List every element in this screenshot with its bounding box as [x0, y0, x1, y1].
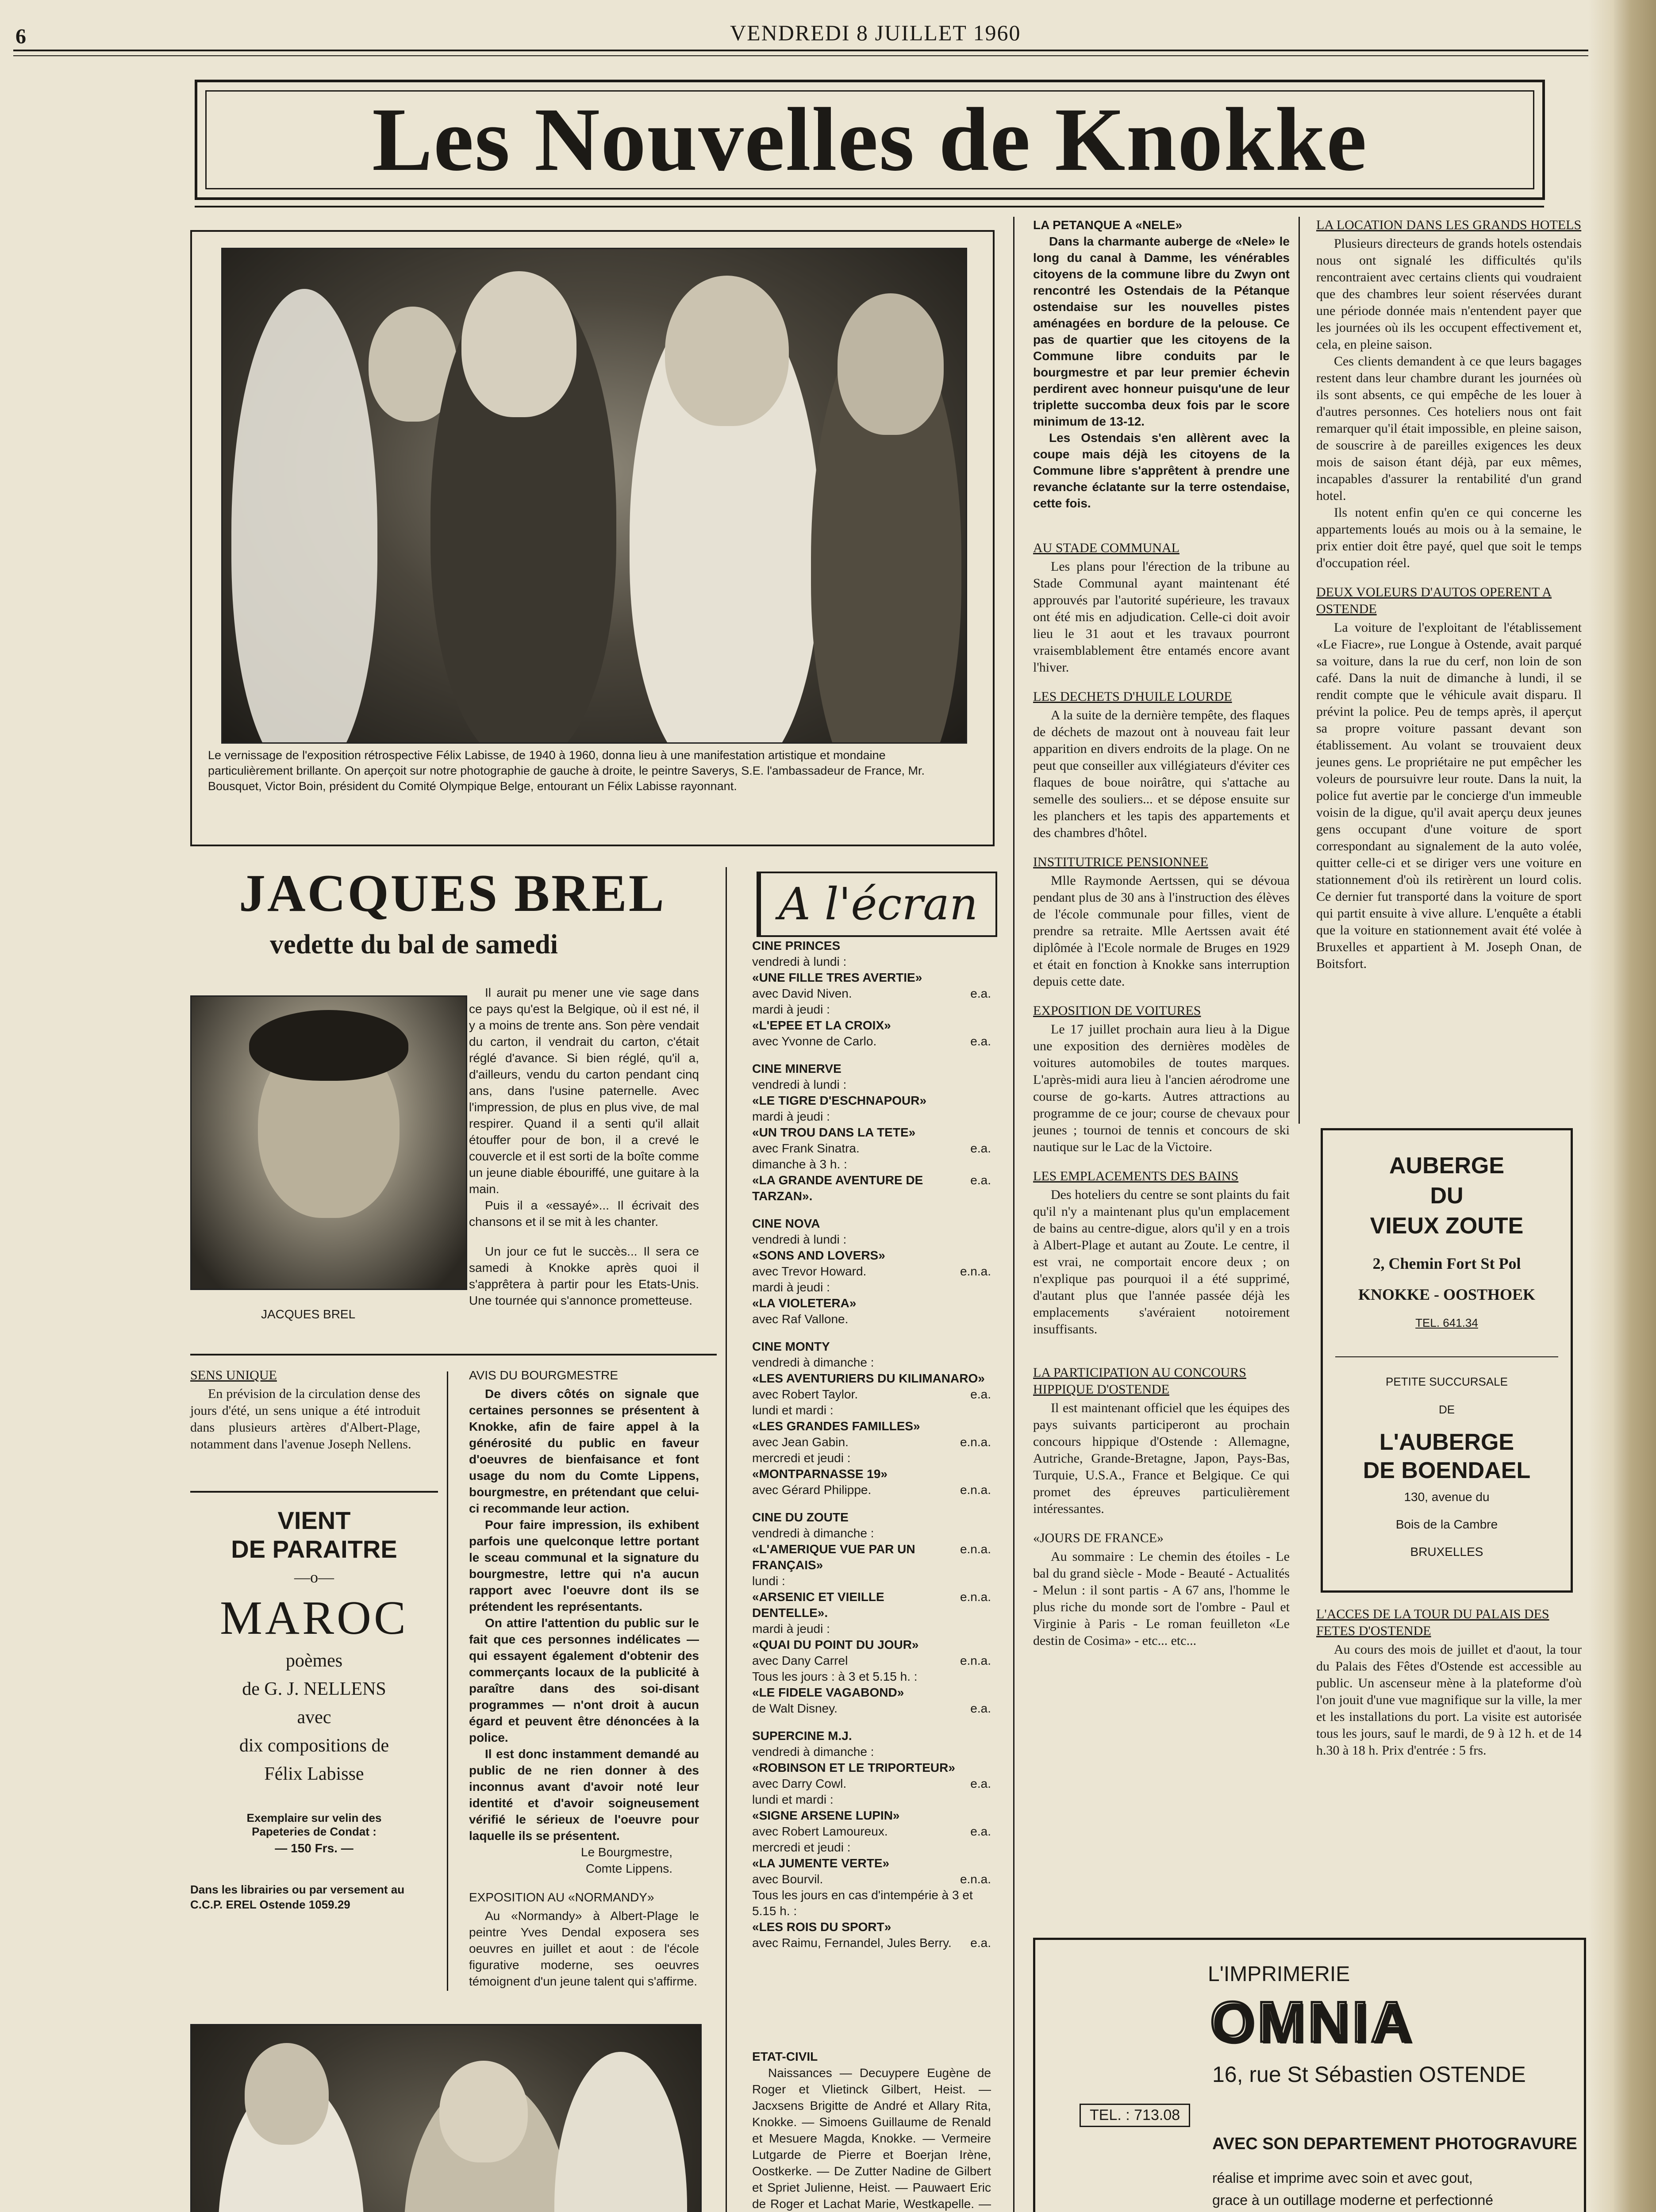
maroc-ad-line1: VIENT: [277, 1506, 351, 1534]
listing-text: «LA GRANDE AVENTURE DE TARZAN».: [752, 1173, 923, 1203]
auberge-branch-address: 130, avenue du: [1404, 1490, 1490, 1504]
cinema-listing-line: [752, 1855, 991, 1871]
cinema-listing-line: [752, 1311, 991, 1327]
listing-rating: e.a.: [970, 1824, 991, 1838]
cinema-name: SUPERCINE M.J.: [752, 1729, 852, 1743]
maroc-ad-offer: Exemplaire sur velin des: [246, 1811, 382, 1824]
cinema-listing-line: [752, 1248, 991, 1263]
listing-text: «MONTPARNASSE 19»: [752, 1467, 888, 1481]
auberge-branch-label: DE: [1438, 1403, 1455, 1416]
cinema-listing-line: [752, 1525, 991, 1541]
dechets-text: A la suite de la dernière tempête, des flaques de déchets de mazout ont à nouveau fait leur apparition en divers endroits de la plage. On ne peut que conseiller aux villégiateurs d'éviter ces flaques de boue noirâtre, qui s'attache au semelle des souliers... et se dépose ensuite sur les planchers et les tapis des appartements et des chambres d'hôtel.: [1033, 708, 1290, 840]
cinema-listing-line: [752, 1295, 991, 1311]
listing-rating: e.a.: [970, 987, 991, 1000]
cinema-listing-line: [752, 1386, 991, 1402]
cinema-listing-line: [752, 1156, 991, 1172]
ecran-banner: A l'écran: [757, 872, 997, 937]
maroc-ad-offer: Papeteries de Condat :: [252, 1825, 377, 1838]
page-fold-shadow: [1588, 0, 1614, 2212]
cinema-listing-line: [752, 1263, 991, 1279]
col4-articles: [1316, 217, 1582, 972]
listing-text: avec David Niven.: [752, 987, 852, 1000]
cinema-listing-line: [752, 1466, 991, 1482]
maroc-ad-footer: Dans les librairies ou par versement au C.C.P. EREL Ostende 1059.29: [190, 1883, 405, 1911]
acces-head: L'ACCES DE LA TOUR DU PALAIS DES FETES D'OSTENDE: [1316, 1607, 1549, 1638]
omnia-intro: L'IMPRIMERIE: [1208, 1962, 1350, 1986]
voitures-head: EXPOSITION DE VOITURES: [1033, 1003, 1201, 1018]
listing-text: avec Raimu, Fernandel, Jules Berry.: [752, 1936, 952, 1950]
jours-de-france-text: Au sommaire : Le chemin des étoiles - Le bal du grand siècle - Mode - Beauté - Actualités - Melun : il sont partis - A 67 ans, l'homme le plus riche du monde sort de l'ombre - Paul et Virginie à Paris - Le roman feuilleton «Le destin de Cosima» - etc... etc...: [1033, 1549, 1290, 1648]
listing-text: «ARSENIC ET VIEILLE DENTELLE».: [752, 1590, 884, 1620]
omnia-phone: TEL. : 713.08: [1080, 2104, 1190, 2127]
stade-head: AU STADE COMMUNAL: [1033, 541, 1180, 555]
section-rule: [190, 1354, 717, 1356]
listing-text: «UN TROU DANS LA TETE»: [752, 1125, 916, 1139]
masthead-box: [195, 80, 1545, 200]
omnia-department: AVEC SON DEPARTEMENT PHOTOGRAVURE: [1212, 2135, 1577, 2153]
maroc-ad-title: MAROC: [219, 1592, 409, 1644]
auberge-address: 2, Chemin Fort St Pol: [1372, 1255, 1521, 1272]
location-paragraph: Ces clients demandent à ce que leurs bagages restent dans leur chambre durant les journées où ils sont absents, ce qui empêche de les louer à d'autres personnes. Ces hoteliers nous ont fait remarquer qu'il était impossible, en pleine saison, de souscrire à de pareilles exigences les deux mois de saison étant déjà, par eux mêmes, incapables d'assurer la rentabilité d'un grand hotel.: [1316, 354, 1582, 503]
bains-text: Des hoteliers du centre se sont plaints du fait qu'il n'y a maintenant plus qu'un emplacement de bains au centre-digue, alors qu'il y en a trois à Albert-Plage et autant au Zoute. Le centre, il est vrai, ne comportait encore deux ; on n'explique pas pourquoi il a été supprimé, d'autant plus que l'année passée déjà les emplacements s'avéraient notoirement insuffisants.: [1033, 1187, 1290, 1336]
sens-unique-article: [190, 1367, 420, 1453]
listing-text: «L'EPEE ET LA CROIX»: [752, 1018, 891, 1032]
cinema-listing-line: [752, 1776, 991, 1792]
maroc-ad: [190, 1491, 438, 1997]
avis-paragraph: Il est donc instamment demandé au public de ne rien donner à des inconnus avant d'avoir noté leur identité et d'avoir soigneusement vérifié le sérieux de l'oeuvre pour laquelle ils se présentent.: [469, 1747, 699, 1843]
listing-text: mardi à jeudi :: [752, 1002, 830, 1016]
header-rule: [13, 50, 1588, 51]
cinema-listing-line: [752, 1919, 991, 1935]
listing-rating: e.n.a.: [960, 1435, 991, 1449]
cinema-listing-line: [752, 1450, 991, 1466]
col3-articles: [1033, 540, 1290, 1649]
acces-text: Au cours des mois de juillet et d'aout, la tour du Palais des Fêtes d'Ostende est accessible au public. Un ascenseur mène à la plateforme d'où l'on jouit d'une vue magnifique sur la ville, la mer et les installations du port. La visite est autorisée tous les jours, sauf le mardi, de 9 à 12 h. et de 14 h.30 à 18 h. Prix d'entrée : 5 frs.: [1316, 1642, 1582, 1758]
column-rule: [1013, 217, 1014, 2212]
listing-rating: e.n.a.: [960, 1872, 991, 1886]
listing-text: avec Trevor Howard.: [752, 1264, 867, 1278]
voitures-text: Le 17 juillet prochain aura lieu à la Digue une exposition des dernières modèles de voitures automobiles de toutes marques. L'après-midi aura lieu à l'ancien aérodrome une course de go-karts. Autres attractions au programme de ce jour; course de chevaux pour jeunes ; tournoi de tennis et concours de ski nautique sur le Lac de la Victoire.: [1033, 1022, 1290, 1154]
listing-text: mardi à jeudi :: [752, 1110, 830, 1123]
date-line: VENDREDI 8 JUILLET 1960: [730, 20, 1021, 45]
avis-sign: Le Bourgmestre,: [581, 1845, 672, 1859]
bains-head: LES EMPLACEMENTS DES BAINS: [1033, 1169, 1239, 1183]
listing-text: lundi et mardi :: [752, 1403, 834, 1417]
listing-rating: e.n.a.: [960, 1483, 991, 1497]
listing-text: «SIGNE ARSENE LUPIN»: [752, 1809, 900, 1822]
listing-text: avec Gérard Philippe.: [752, 1483, 872, 1497]
page-number: 6: [15, 25, 26, 48]
maroc-ad-author: de G. J. NELLENS: [242, 1679, 386, 1699]
auberge-city: KNOKKE - OOSTHOEK: [1358, 1286, 1536, 1303]
listing-text: «LES GRANDES FAMILLES»: [752, 1419, 920, 1433]
cinema-listing-line: [752, 1018, 991, 1033]
listing-text: «LE TIGRE D'ESCHNAPOUR»: [752, 1094, 927, 1107]
avis-paragraph: On attire l'attention du public sur le fait que ces personnes indélicates — qui essayent également d'obtenir des commerçants locaux de la publicité à paraître dans des soi-disant programmes — n'ont droit à aucun égard et peuvent être dénoncées à la police.: [469, 1616, 699, 1744]
dechets-head: LES DECHETS D'HUILE LOURDE: [1033, 689, 1232, 704]
cinema-listing-line: [752, 1033, 991, 1049]
listing-text: «LES ROIS DU SPORT»: [752, 1920, 891, 1934]
listing-text: avec Raf Vallone.: [752, 1312, 849, 1326]
listing-rating: e.a.: [970, 1701, 991, 1715]
cinema-listing-line: [752, 1824, 991, 1839]
listing-text: mercredi et jeudi :: [752, 1451, 851, 1465]
cinema-listing-line: [752, 1653, 991, 1669]
avis-bourgmestre-article: [469, 1367, 699, 1989]
cinema-listing-line: [752, 1792, 991, 1808]
cinema-listing-line: [752, 1760, 991, 1776]
top-photo-caption: Le vernissage de l'exposition rétrospective Félix Labisse, de 1940 à 1960, donna lieu à une manifestation artistique et mondaine particulièrement brillante. On aperçoit sur notre photographie de gauche à droite, le peintre Saverys, S.E. l'ambassadeur de France, Mr. Bousquet, Victor Boin, président du Comité Olympique Belge, entourant un Félix Labisse rayonnant.: [208, 749, 925, 793]
institutrice-text: Mlle Raymonde Aertssen, qui se dévoua pendant plus de 30 ans à l'instruction des élèves de l'école communale pour filles, vient de prendre sa retraite. Mlle Aertssen avait été diplômée à l'Ecole normale de Bruges en 1929 et était en fonction à Knokke sans interruption depuis cette date.: [1033, 873, 1290, 989]
cinema-listing-line: [752, 954, 991, 970]
top-photo: [221, 248, 967, 744]
listing-text: mardi à jeudi :: [752, 1280, 830, 1294]
hippique-text: Il est maintenant officiel que les équipes des pays suivants participeront au prochain concours hippique d'Ostende : Allemagne, Autriche, Grande-Bretagne, Japon, Pays-Bas, Turquie, U.S.A., France et Belgique. Ce qui promet des épreuves particulièrement intéressantes.: [1033, 1401, 1290, 1516]
hippique-head: LA PARTICIPATION AU CONCOURS HIPPIQUE D'OSTENDE: [1033, 1365, 1246, 1397]
listing-rating: e.n.a.: [960, 1590, 991, 1604]
location-head: LA LOCATION DANS LES GRANDS HOTELS: [1316, 218, 1582, 232]
column-rule: [447, 1371, 448, 1991]
cinema-listing-line: [752, 1808, 991, 1824]
listing-text: avec Dany Carrel: [752, 1654, 848, 1667]
listing-rating: e.a.: [970, 1141, 991, 1155]
masthead-rule: [195, 206, 1544, 207]
institutrice-head: INSTITUTRICE PENSIONNEE: [1033, 855, 1208, 869]
omnia-text: grace à un outillage moderne et perfectionné: [1212, 2192, 1494, 2208]
header-rule-thin: [13, 55, 1588, 56]
normandy-text: Au «Normandy» à Albert-Plage le peintre Yves Dendal exposera ses oeuvres en juillet et aout : de l'école figurative moderne, ses oeuvres témoignent d'un jeune talent qui s'affirme.: [469, 1909, 699, 1988]
jours-de-france-head: «JOURS DE FRANCE»: [1033, 1531, 1164, 1545]
listing-text: avec Yvonne de Carlo.: [752, 1034, 877, 1048]
auberge-branch-name: DE BOENDAEL: [1363, 1458, 1531, 1483]
stade-text: Les plans pour l'érection de la tribune au Stade Communal ayant maintenant été approuvés par l'autorité supérieure, les travaux ont été mis en adjudication. Celle-ci doit avoir lieu le 31 aout et les travaux pourront vraisemblablement être entamés encore avant l'hiver.: [1033, 559, 1290, 675]
omnia-logo: OMNIA: [1210, 1989, 1415, 2054]
brel-subtitle: vedette du bal de samedi: [270, 929, 558, 960]
listing-text: de Walt Disney.: [752, 1701, 838, 1715]
brel-photo: [190, 995, 467, 1290]
cinema-listing-line: [752, 1093, 991, 1109]
listing-text: lundi :: [752, 1574, 785, 1588]
maroc-ad-text: dix compositions de: [239, 1736, 389, 1756]
cinema-listing-line: [752, 1621, 991, 1637]
voleurs-head: DEUX VOLEURS D'AUTOS OPERENT A OSTENDE: [1316, 585, 1552, 616]
avis-head: AVIS DU BOURGMESTRE: [469, 1368, 619, 1382]
cinema-listing-line: [752, 1232, 991, 1248]
listing-rating: e.a.: [970, 1936, 991, 1950]
cinema-listing-line: [752, 1172, 991, 1204]
avis-paragraph: De divers côtés on signale que certaines personnes se présentent à Knokke, afin de faire appel à la générosité du public en faveur d'oeuvres de bienfaisance et font usage du nom du Comte Lippens, bourgmestre, en prétendant que celui-ci recommande leur action.: [469, 1387, 699, 1515]
listing-text: vendredi à dimanche :: [752, 1745, 874, 1759]
listing-text: lundi et mardi :: [752, 1793, 834, 1806]
listing-text: avec Bourvil.: [752, 1872, 823, 1886]
auberge-ad: [1321, 1128, 1573, 1593]
auberge-branch-address: Bois de la Cambre: [1395, 1517, 1498, 1531]
brel-title: JACQUES BREL: [239, 864, 666, 922]
listing-text: Tous les jours : à 3 et 5.15 h. :: [752, 1670, 918, 1683]
listing-text: «QUAI DU POINT DU JOUR»: [752, 1638, 919, 1651]
cinema-listing-line: [752, 1839, 991, 1855]
petanque-article: [1033, 217, 1290, 511]
listing-rating: e.n.a.: [960, 1654, 991, 1667]
cinema-listing-line: [752, 1871, 991, 1887]
cinema-listing-line: [752, 970, 991, 986]
listing-rating: e.a.: [970, 1173, 991, 1187]
cinema-name: CINE NOVA: [752, 1217, 820, 1230]
brel-paragraph: Un jour ce fut le succès... Il sera ce samedi à Knokke après quoi il s'apprêtera à partir pour les Etats-Unis. Une tournée qui s'annonce prometteuse.: [469, 1244, 699, 1307]
brel-article: [469, 984, 699, 1309]
cinema-listings: [752, 938, 991, 1951]
listing-text: Tous les jours en cas d'intempérie à 3 et 5.15 h. :: [752, 1888, 973, 1918]
maroc-ad-text: avec: [297, 1707, 331, 1728]
listing-text: «SONS AND LOVERS»: [752, 1248, 885, 1262]
listing-rating: e.a.: [970, 1387, 991, 1401]
brel-photo-label: JACQUES BREL: [261, 1307, 356, 1321]
omnia-text: réalise et imprime avec soin et avec gout,: [1212, 2170, 1473, 2186]
listing-rating: e.a.: [970, 1034, 991, 1048]
listing-text: vendredi à lundi :: [752, 1078, 847, 1091]
petanque-paragraph: Dans la charmante auberge de «Nele» le long du canal à Damme, les vénérables citoyens de la commune libre du Zwyn ont rencontré les Ostendais de la Pétanque ostendaise sur les nouvelles pistes aménagées en bordure de la pelouse. Ce pas de quartier que les citoyens de la Commune libre conduits par le bourgmestre et par leur premier échevin perdirent avec honneur puisqu'une de leur triplette succomba deux fois par le score minimum de 13-12.: [1033, 234, 1290, 428]
cinema-listing-line: [752, 1935, 991, 1951]
cinema-listing-line: [752, 1482, 991, 1498]
maroc-ad-ornament: —o—: [294, 1568, 334, 1586]
cinema-listing-line: [752, 1109, 991, 1125]
listing-text: avec Darry Cowl.: [752, 1777, 847, 1790]
omnia-ad: [1033, 1938, 1586, 2212]
listing-text: avec Robert Taylor.: [752, 1387, 858, 1401]
page-edge: [1614, 0, 1656, 2212]
listing-text: vendredi à dimanche :: [752, 1356, 874, 1369]
auberge-name: DU: [1430, 1183, 1464, 1209]
listing-text: «LE FIDELE VAGABOND»: [752, 1686, 904, 1699]
maroc-ad-price: — 150 Frs. —: [275, 1841, 353, 1855]
cinema-listing-line: [752, 1701, 991, 1717]
cinema-listing-line: [752, 1125, 991, 1141]
etat-civil-article: [752, 2048, 991, 2212]
listing-text: «ROBINSON ET LE TRIPORTEUR»: [752, 1761, 955, 1774]
column-rule: [1299, 217, 1300, 1124]
cinema-listing-line: [752, 1541, 991, 1573]
brel-paragraph: Il aurait pu mener une vie sage dans ce pays qu'est la Belgique, où il est né, il y a moins de trente ans. Son père vendait du carton, il vendrait du carton, c'était réglé d'avance. Si bien réglé, qu'il a, d'ailleurs, vendu du carton pendant cinq ans, dans l'usine paternelle. Avec l'impression, de plus en plus vive, de mal respirer. Quand il a senti qu'il allait étouffer pour de bon, il a crevé le couvercle et il est sorti de la boîte comme un jeune diable ébouriffé, une guitare à la main.: [469, 986, 699, 1196]
listing-text: avec Frank Sinatra.: [752, 1141, 860, 1155]
etat-civil-naissances: Naissances — Decuypere Eugène de Roger et Vlietinck Gilbert, Heist. — Jacxsens Brigitte de André et Allary Rita, Knokke. — Simoens Guillaume de Renald et Mesuere Magda, Knokke. — Vermeire Lutgarde de Pierre et Boerjan Irène, Oostkerke. — De Zutter Nadine de Gilbert et Spriet Julienne, Heist. — Pauwaert Eric de Roger et Lachat Marie, Westkapelle. —: [752, 2066, 991, 2211]
cinema-listing-line: [752, 1669, 991, 1685]
bottom-photo: [190, 2024, 702, 2212]
listing-text: vendredi à lundi :: [752, 1233, 847, 1246]
listing-text: avec Robert Lamoureux.: [752, 1824, 888, 1838]
column-rule: [726, 867, 727, 2212]
listing-text: vendredi à dimanche :: [752, 1526, 874, 1540]
cinema-listing-line: [752, 1279, 991, 1295]
cinema-listing-line: [752, 1685, 991, 1701]
auberge-name: VIEUX ZOUTE: [1370, 1213, 1524, 1239]
listing-text: vendredi à lundi :: [752, 955, 847, 968]
auberge-branch-city: BRUXELLES: [1410, 1545, 1483, 1559]
cinema-listing-line: [752, 986, 991, 1002]
cinema-name: CINE DU ZOUTE: [752, 1510, 849, 1524]
maroc-ad-artist: Félix Labisse: [264, 1764, 364, 1784]
listing-rating: e.a.: [970, 1777, 991, 1790]
listing-text: dimanche à 3 h. :: [752, 1157, 847, 1171]
cinema-listing-line: [752, 1418, 991, 1434]
avis-paragraph: Pour faire impression, ils exhibent parfois une quelconque lettre portant le sceau communal et la signature du bourgmestre, lettre qui n'a aucun rapport avec l'oeuvre dont ils se prétendent les représentants.: [469, 1518, 699, 1613]
cinema-listing-line: [752, 1141, 991, 1156]
listing-text: avec Jean Gabin.: [752, 1435, 849, 1449]
auberge-phone: TEL. 641.34: [1415, 1316, 1478, 1329]
cinema-listing-line: [752, 1589, 991, 1621]
masthead-title: Les Nouvelles de Knokke: [372, 89, 1368, 190]
cinema-name: CINE MINERVE: [752, 1062, 841, 1075]
normandy-head: EXPOSITION AU «NORMANDY»: [469, 1890, 654, 1904]
cinema-listing-line: [752, 1355, 991, 1371]
auberge-divider: [1335, 1356, 1558, 1357]
cinema-listing-line: [752, 1573, 991, 1589]
acces-tour-article: [1316, 1606, 1582, 1759]
petanque-paragraph: Les Ostendais s'en allèrent avec la coupe mais déjà les citoyens de la Commune libre s'apprêtent à prendre une revanche éclatante sur la terre ostendaise, cette fois.: [1033, 431, 1290, 510]
omnia-address: 16, rue St Sébastien OSTENDE: [1212, 2062, 1526, 2087]
cinema-listing-line: [752, 1371, 991, 1386]
cinema-listing-line: [752, 1002, 991, 1018]
cinema-listing-line: [752, 1434, 991, 1450]
auberge-name: AUBERGE: [1389, 1153, 1505, 1179]
sens-unique-text: En prévision de la circulation dense des jours d'été, un sens unique a été introduit dans plusieurs artères d'Albert-Plage, notamment dans l'avenue Joseph Nellens.: [190, 1386, 420, 1452]
listing-text: mardi à jeudi :: [752, 1622, 830, 1636]
etat-civil-head: ETAT-CIVIL: [752, 2050, 818, 2063]
cinema-listing-line: [752, 1744, 991, 1760]
voleurs-text: La voiture de l'exploitant de l'établissement «Le Fiacre», rue Longue à Ostende, avait parqué sa voiture, dans la rue du cerf, non loin de son café. Dans la nuit de dimanche à lundi, il se rendit compte que le véhicule avait disparu. Il prévint la police. Peu de temps après, il aperçut sa propre voiture passant devant son établissement. Au volant se trouvaient deux jeunes gens. Le propriétaire ne put empêcher les voleurs de poursuivre leur route. Dans la nuit, la police fut avertie par le concierge d'un immeuble voisin de la digue, qu'il avait aperçu deux jeunes gens occupant d'une voiture de sport correspondant au signalement de la auto volée, quitter celle-ci et se diriger vers une voiture en stationnement d'où ils retirèrent un lourd colis. Ce dernier fut transporté dans la voiture de sport qui partit ensuite à vive allure. L'enquête a établi que la voiture en stationnement avait été volée à Bruxelles et appartient à M. Joseph Onan, de Boitsfort.: [1316, 620, 1582, 971]
cinema-listing-line: [752, 1402, 991, 1418]
listing-text: «LA VIOLETERA»: [752, 1296, 857, 1310]
cinema-listing-line: [752, 1637, 991, 1653]
location-paragraph: Plusieurs directeurs de grands hotels ostendais nous ont signalé les difficultés qu'ils rencontraient avec certains clients qui voudraient que des chambres leur soient réservées durant une période donnée mais n'entendent payer que les journées où ils les occupent effectivement et, cela, en pleine saison.: [1316, 236, 1582, 352]
petanque-head: LA PETANQUE A «NELE»: [1033, 218, 1183, 232]
auberge-branch-label: PETITE SUCCURSALE: [1386, 1375, 1508, 1388]
sens-unique-head: SENS UNIQUE: [190, 1368, 277, 1382]
maroc-ad-text: poèmes: [285, 1651, 343, 1671]
listing-text: «L'AMERIQUE VUE PAR UN FRANÇAIS»: [752, 1542, 915, 1572]
listing-rating: e.n.a.: [960, 1264, 991, 1278]
listing-rating: e.n.a.: [960, 1542, 991, 1556]
cinema-name: CINE PRINCES: [752, 939, 841, 952]
cinema-listing-line: [752, 1077, 991, 1093]
cinema-name: CINE MONTY: [752, 1340, 830, 1353]
avis-sign: Comte Lippens.: [585, 1862, 672, 1875]
maroc-ad-line2: DE PARAITRE: [231, 1535, 397, 1563]
brel-paragraph: Puis il a «essayé»... Il écrivait des chansons et il se mit à les chanter.: [469, 1198, 699, 1229]
auberge-branch-name: L'AUBERGE: [1379, 1429, 1514, 1455]
cinema-listing-line: [752, 1887, 991, 1919]
listing-text: mercredi et jeudi :: [752, 1840, 851, 1854]
listing-text: «UNE FILLE TRES AVERTIE»: [752, 971, 922, 984]
location-paragraph: Ils notent enfin qu'en ce qui concerne les appartements loués au mois ou à la semaine, le prix entier doit être payé, quel que soit le temps d'occupation réel.: [1316, 505, 1582, 570]
listing-text: «LES AVENTURIERS DU KILIMANARO»: [752, 1371, 985, 1385]
listing-text: «LA JUMENTE VERTE»: [752, 1856, 890, 1870]
